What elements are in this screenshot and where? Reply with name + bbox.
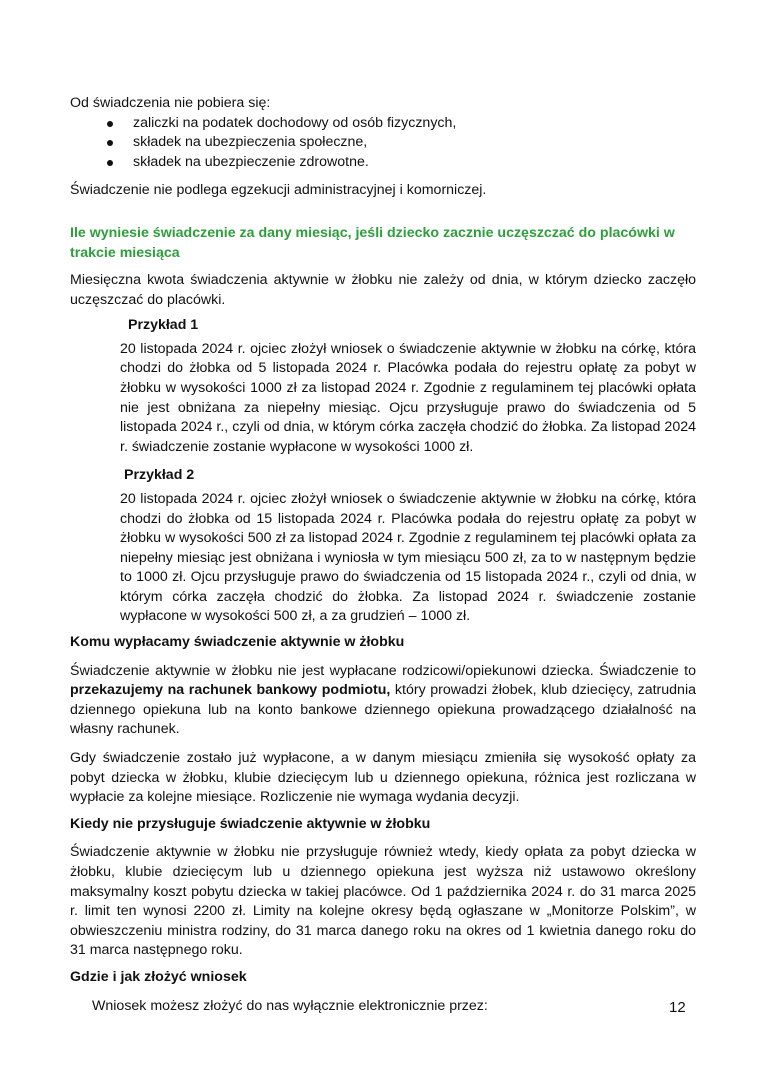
section-text-who-receives: [70, 662, 696, 740]
section-heading-who-receives: Komu wypłacamy świadczenie aktywnie w żłobku: [70, 634, 405, 651]
example-2: [120, 466, 696, 627]
who-receives-text-end: który prowadzi żłobek, klub dziecięcy, zatrudnia dziennego opiekuna lub na konto bankowe dziennego opiekuna prowadzącego działalność na własny rachunek.: [70, 682, 696, 738]
example-2-text: 20 listopada 2024 r. ojciec złożył wniosek o świadczenie aktywnie w żłobku na córkę, która chodzi do żłobka od 15 listopada 2024 r. Placówka podała do rejestru opłatę za pobyt w żłobku w wysokości 500 zł za listopad 2024 r. Zgodnie z regulaminem tej placówki opłata za niepełny miesiąc jest obniżana i wyniosła w tym miesiącu 500 zł, za to w następnym będzie to 1000 zł. Ojcu przysługuje prawo do świadczenia od 15 listopada 2024 r., czyli od dnia, w którym córka zaczęła chodzić do żłobka. Za listopad 2024 r. świadczenie zostanie wypłacone w wysokości 500 zł, a za grudzień – 1000 zł.: [120, 490, 696, 625]
section-heading-where-to-apply: Gdzie i jak złożyć wniosek: [70, 968, 247, 985]
page-number: 12: [669, 999, 686, 1016]
section-heading-monthly-amount: Ile wyniesie świadczenie za dany miesiąc, jeśli dziecko zacznie uczęszczać do placówki w trakcie miesiąca: [70, 224, 675, 262]
example-1-title: Przykład 1: [128, 317, 199, 334]
example-1: [120, 316, 696, 457]
list-item: składek na ubezpieczenia społeczne,: [106, 133, 696, 153]
section-text-monthly-amount: Miesięczna kwota świadczenia aktywnie w żłobku nie zależy od dnia, w którym dziecko zaczęło uczęszczać do placówki.: [70, 271, 696, 308]
intro-lead: Od świadczenia nie pobiera się:: [70, 95, 271, 111]
who-receives-bold-text: przekazujemy na rachunek bankowy podmiotu,: [70, 682, 391, 699]
section-text-where-to-apply: Wniosek możesz złożyć do nas wyłącznie elektronicznie przez:: [92, 997, 488, 1014]
list-item: składek na ubezpieczenie zdrowotne.: [106, 153, 696, 173]
exemption-text: Świadczenie nie podlega egzekucji administracyjnej i komorniczej.: [70, 182, 487, 199]
who-receives-text-start: Świadczenie aktywnie w żłobku nie jest wypłacane rodzicowi/opiekunowi dziecka. Świadczenie to: [70, 662, 696, 679]
section-heading-not-entitled: Kiedy nie przysługuje świadczenie aktywnie w żłobku: [70, 815, 431, 832]
document-page: [70, 94, 696, 1016]
section-text-not-entitled: Świadczenie aktywnie w żłobku nie przysługuje również wtedy, kiedy opłata za pobyt dziecka w żłobku, klubie dziecięcym lub u dziennego opiekuna jest wyższa niż ustawowo określony maksymalny koszt pobytu dziecka w takiej placówce. Od 1 października 2024 r. do 31 marca 2025 r. limit ten wynosi 2200 zł. Limity na kolejne okresy będą ogłaszane w „Monitorze Polskim”, w obwieszczeniu ministra rodziny, do 31 marca danego roku na okres od 1 kwietnia danego roku do 31 marca następnego roku.: [70, 844, 696, 959]
list-item: zaliczki na podatek dochodowy od osób fizycznych,: [106, 114, 696, 134]
example-2-title: Przykład 2: [124, 467, 195, 484]
exclusions-list: [70, 114, 696, 173]
section-text-settlement: Gdy świadczenie zostało już wypłacone, a w danym miesiącu zmieniła się wysokość opłaty za pobyt dziecka w żłobku, klubie dziecięcym lub u dziennego opiekuna, różnica jest rozliczana w wypłacie za kolejne miesiące. Rozliczenie nie wymaga wydania decyzji.: [70, 750, 696, 806]
example-1-text: 20 listopada 2024 r. ojciec złożył wniosek o świadczenie aktywnie w żłobku na córkę, która chodzi do żłobka od 5 listopada 2024 r. Placówka podała do rejestru opłatę za pobyt w żłobku w wysokości 1000 zł za listopad 2024 r. Zgodnie z regulaminem tej placówki opłata nie jest obniżana za niepełny miesiąc. Ojcu przysługuje prawo do świadczenia od 5 listopada 2024 r., czyli od dnia, w którym córka zaczęła chodzić do żłobka. Za listopad 2024 r. świadczenie zostanie wypłacone w wysokości 1000 zł.: [120, 340, 696, 455]
